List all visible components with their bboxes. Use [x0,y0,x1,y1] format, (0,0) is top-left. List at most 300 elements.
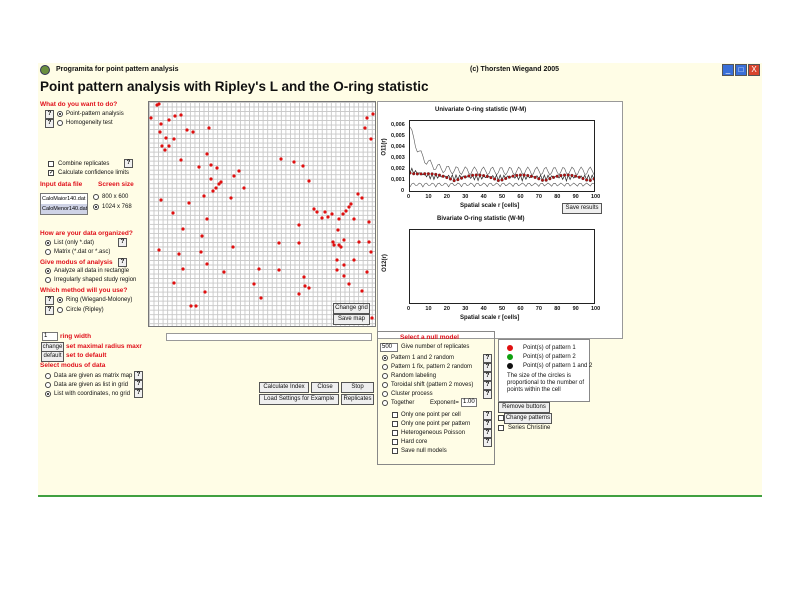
map-point [197,165,200,168]
curve-point [410,172,411,175]
help-button-4[interactable]: ? [118,238,127,247]
change-grid-button[interactable]: Change grid [333,303,370,314]
xtick: 10 [425,194,432,200]
map-point [339,245,342,248]
app-window [38,63,762,497]
curve-point [497,179,500,182]
label-homogeneity: Homogeneity test [66,120,113,126]
curve-point [504,177,507,180]
label-matrix-map: Data are given as matrix map [54,373,133,379]
xtick: 60 [517,194,524,200]
progress-bar [166,333,372,341]
radio-null-2[interactable] [382,364,388,370]
map-point [335,258,338,261]
question-modus-data: Select modus of data [40,362,106,369]
screen-size-label: Screen size [98,181,134,188]
map-point [207,126,210,129]
ytick: 0,001 [391,177,405,183]
curve-point [534,176,537,179]
map-point [371,112,374,115]
map-point [211,189,214,192]
curve-point [453,179,456,182]
map-point [173,114,176,117]
help-button-2[interactable]: ? [45,119,54,128]
close-button[interactable]: Close [311,382,339,393]
curve-point [471,174,474,177]
help-button-9[interactable]: ? [134,380,143,389]
question-data-organized: How are your data organized? [40,230,133,237]
curve-point [490,176,493,179]
map-point [179,158,182,161]
label-irregular: Irregularly shaped study region [54,277,137,283]
replicates-label: Give number of replicates [401,344,470,350]
map-point [167,144,170,147]
curve-point [464,176,467,179]
map-point [365,270,368,273]
map-point [185,128,188,131]
xtick: 30 [462,306,469,312]
help-null-3[interactable]: ? [483,372,492,381]
label-800x600: 800 x 600 [102,194,129,200]
ytick: 0,002 [391,166,405,172]
curve-point [475,174,478,177]
ytick: 0,006 [391,122,405,128]
label-one-point-cell: Only one point per cell [401,412,461,418]
curve-point [519,174,522,177]
curve-point [449,178,452,181]
label-heterogeneous: Heterogeneous Poisson [401,430,466,436]
map-point [164,136,167,139]
exponent-input[interactable]: 1.00 [461,398,477,407]
label-list-grid: Data are given as list in grid [54,382,129,388]
help-check-2[interactable]: ? [483,420,492,429]
radio-1024x768[interactable] [93,204,99,210]
map-point [352,217,355,220]
help-check-1[interactable]: ? [483,411,492,420]
univariate-axes [409,120,595,192]
curve-point [479,174,482,177]
close-icon[interactable]: X [748,64,760,76]
curve-point [434,173,437,176]
xtick: 0 [407,306,411,312]
xtick: 70 [535,194,542,200]
curve-point [537,177,540,180]
map-point [347,205,350,208]
map-point [342,238,345,241]
help-button-6[interactable]: ? [45,296,54,305]
map-point [369,137,372,140]
help-button-5[interactable]: ? [118,258,127,267]
xtick: 100 [591,306,601,312]
page-title: Point pattern analysis with Ripley's L and the O-ring statistic [40,79,429,94]
label-null-5: Cluster process [391,391,433,397]
xtick: 70 [535,306,542,312]
checkbox-hard-core[interactable] [392,439,398,445]
map-point [363,126,366,129]
map-point [337,217,340,220]
curve-point [482,174,485,177]
map-point [332,243,335,246]
map-point [342,274,345,277]
curve-point [445,176,448,179]
map-point [194,304,197,307]
xtick: 20 [443,194,450,200]
radio-null-6[interactable] [382,400,388,406]
curve [410,127,594,175]
checkbox-combine[interactable] [48,161,54,167]
stop-button[interactable]: Stop [341,382,374,393]
map-point [252,282,255,285]
save-map-button[interactable]: Save map [333,314,370,325]
curve-point [420,172,423,175]
label-ring: Ring (Wiegand-Moloney) [66,297,133,303]
map-point [369,250,372,253]
checkbox-one-point-pattern[interactable] [392,421,398,427]
univariate-xlabel: Spatial scale r [cells] [460,203,520,209]
univariate-ylabel: O11(r) [381,138,388,156]
curve-point [589,179,592,182]
curve-point [545,179,548,182]
curve-point [563,174,566,177]
legend-dot-pattern2 [507,354,513,360]
label-null-3: Random labeling [391,373,437,379]
checkbox-series[interactable] [498,425,504,431]
curve-point [574,175,577,178]
curve-point [578,176,581,179]
map-point [365,116,368,119]
map-point [205,217,208,220]
map-point [215,166,218,169]
map-point [331,240,334,243]
legend-both: Point(s) of pattern 1 and 2 [523,363,593,369]
help-button-7[interactable]: ? [45,306,54,315]
map-point [219,180,222,183]
map-point [187,201,190,204]
load-settings-button[interactable]: Load Settings for Example [259,394,339,405]
label-hard-core: Hard core [401,439,428,445]
map-point [179,113,182,116]
map-point [172,137,175,140]
checkbox-save-null[interactable] [392,448,398,454]
map-point [303,284,306,287]
map-point [160,144,163,147]
null-model-title: Select a null model [400,334,459,341]
map-point [149,116,152,119]
checkbox-one-point-cell[interactable] [392,412,398,418]
map-point [360,289,363,292]
map-point [356,192,359,195]
radio-list[interactable] [45,240,51,246]
checkbox-change-patterns[interactable] [498,415,504,421]
curve-point [593,178,594,181]
radio-list-grid[interactable] [45,382,51,388]
map-point [171,211,174,214]
map-point [277,268,280,271]
map-point [189,304,192,307]
map-point [158,130,161,133]
map-point [167,118,170,121]
bivariate-ylabel: O12(r) [381,254,388,272]
map-point [320,216,323,219]
map-point [277,241,280,244]
save-results-button[interactable]: Save results [562,203,602,214]
radio-null-1[interactable] [382,355,388,361]
radio-irregular[interactable] [45,277,51,283]
label-combine: Combine replicates [58,161,110,167]
map-point [370,316,373,319]
help-button-10[interactable]: ? [134,389,143,398]
map-point [232,174,235,177]
map-point [326,215,329,218]
univariate-title: Univariate O-ring statistic (W-M) [435,107,527,113]
map-point [330,212,333,215]
label-null-2: Pattern 1 fix, pattern 2 random [391,364,473,370]
map-point [349,202,352,205]
map-point [336,228,339,231]
map-point [307,286,310,289]
plot-panel [377,101,623,339]
curve-point [493,178,496,181]
xtick: 40 [480,194,487,200]
help-null-2[interactable]: ? [483,363,492,372]
map-point [157,102,160,105]
curve-point [567,174,570,177]
curve-point [431,173,434,176]
label-save-null: Save null models [401,448,447,454]
ytick: 0,003 [391,155,405,161]
legend-dot-both [507,363,513,369]
xtick: 90 [572,306,579,312]
map-point [335,268,338,271]
radio-rectangle[interactable] [45,268,51,274]
legend-dot-pattern1 [507,345,513,351]
map-point [315,210,318,213]
calculate-index-button[interactable]: Calculate Index [259,382,309,393]
change-patterns-button[interactable]: Change patterns [504,413,552,424]
curve-point [501,179,504,182]
curve-point [548,177,551,180]
radio-point-pattern[interactable] [57,111,63,117]
bivariate-xlabel: Spatial scale r [cells] [460,315,520,321]
help-null-4[interactable]: ? [483,381,492,390]
xtick: 90 [572,194,579,200]
curve-point [412,172,415,175]
xtick: 0 [407,194,411,200]
curve-point [427,172,430,175]
curve-point [460,177,463,180]
curve-point [582,177,585,180]
radio-null-3[interactable] [382,373,388,379]
ytick: 0 [401,188,405,194]
curve-point [512,175,515,178]
radio-matrix-map[interactable] [45,373,51,379]
point-map-svg [149,102,377,328]
input-data-file-label: Input data file [40,181,83,188]
map-point [312,207,315,210]
xtick: 60 [517,306,524,312]
map-point [357,240,360,243]
help-button-3[interactable]: ? [124,159,133,168]
map-point [323,210,326,213]
minimize-icon[interactable]: _ [722,64,734,76]
map-point [172,281,175,284]
map-point [205,152,208,155]
map-point [297,292,300,295]
map-point [203,290,206,293]
replicates-input[interactable]: 500 [380,343,398,352]
map-point [367,240,370,243]
label-one-point-pattern: Only one point per pattern [401,421,471,427]
label-rectangle: Analyze all data in rectangle [54,268,130,274]
label-null-1: Pattern 1 and 2 random [391,355,455,361]
xtick: 80 [554,194,561,200]
help-null-1[interactable]: ? [483,354,492,363]
bivariate-axes [409,229,595,304]
curve-point [515,174,518,177]
radio-null-5[interactable] [382,391,388,397]
file-list[interactable] [40,193,88,215]
label-1024x768: 1024 x 768 [102,204,132,210]
point-map-grid[interactable] [148,101,376,327]
map-point [205,262,208,265]
legend-pattern2: Point(s) of pattern 2 [523,354,576,360]
label-list-coordinates: List with coordinates, no grid [54,391,131,397]
curve-point [556,175,559,178]
legend-panel [498,339,593,402]
map-point [344,209,347,212]
label-confidence: Calculate confidence limits [58,170,130,176]
map-point [292,160,295,163]
curve-point [559,174,562,177]
copyright-text: (c) Thorsten Wiegand 2005 [470,66,560,73]
curve-point [486,175,489,178]
help-check-3[interactable]: ? [483,429,492,438]
file-item[interactable]: CaloMaior140.dat [42,196,86,202]
checkbox-heterogeneous[interactable] [392,430,398,436]
map-point [279,157,282,160]
xtick: 100 [591,194,601,200]
xtick: 20 [443,306,450,312]
map-point [191,130,194,133]
null-model-panel [377,331,495,465]
map-point [302,275,305,278]
curve-point [523,174,526,177]
map-point [259,296,262,299]
default-label: set to default [66,352,107,359]
radio-ring[interactable] [57,297,63,303]
default-button[interactable]: default [41,351,64,362]
curve-point [456,178,459,181]
curve-point [530,175,533,178]
ytick: 0,005 [391,133,405,139]
ring-width-label: ring width [60,333,92,340]
label-list: List (only *.dat) [54,240,95,246]
map-point [159,198,162,201]
file-item-selected[interactable]: CaloMenor140.dat [42,206,87,212]
legend-pattern1: Point(s) of pattern 1 [523,345,576,351]
label-circle: Circle (Ripley) [66,307,104,313]
map-point [163,148,166,151]
map-point [199,250,202,253]
label-matrix: Matrix (*.dat or *.asc) [54,249,111,255]
map-point [214,186,217,189]
map-point [342,263,345,266]
radio-null-4[interactable] [382,382,388,388]
help-check-4[interactable]: ? [483,438,492,447]
question-what-to-do: What do you want to do? [40,101,118,108]
map-point [307,179,310,182]
xtick: 50 [499,194,506,200]
curve-point [526,174,529,177]
radio-homogeneity[interactable] [57,120,63,126]
map-point [341,212,344,215]
map-point [157,248,160,251]
label-series: Series Christine [508,425,551,431]
map-point [200,234,203,237]
map-point [202,194,205,197]
map-point [181,227,184,230]
xtick: 40 [480,306,487,312]
question-modus-analysis: Give modus of analysis [40,259,113,266]
map-point [347,282,350,285]
map-point [352,258,355,261]
curve [410,183,594,187]
map-point [209,163,212,166]
curve-point [442,175,445,178]
xtick: 50 [499,306,506,312]
label-null-4: Toroidal shift (pattern 2 moves) [391,382,474,388]
help-button-8[interactable]: ? [134,371,143,380]
label-null-6: Together [391,400,415,406]
map-point [257,267,260,270]
maximize-icon[interactable]: □ [735,64,747,76]
radio-list-coordinates[interactable] [45,391,51,397]
title-bar [38,63,762,77]
question-method: Which method will you use? [40,287,128,294]
curve-point [541,179,544,182]
curve-point [585,179,588,182]
app-icon [40,65,50,75]
legend-note: The size of the circles is proportional to the number of points within the cell [507,373,585,393]
help-button-1[interactable]: ? [45,110,54,119]
radio-matrix[interactable] [45,249,51,255]
ring-width-input[interactable]: 1 [42,332,58,341]
curve-point [416,173,419,176]
map-point [237,169,240,172]
curve-point [438,174,441,177]
univariate-plot [410,121,594,191]
map-point [177,252,180,255]
help-null-5[interactable]: ? [483,390,492,399]
replicates-button[interactable]: Replicates [341,394,374,405]
map-point [242,186,245,189]
map-point [229,196,232,199]
remove-buttons-button[interactable]: Remove buttons [498,402,550,413]
checkbox-confidence[interactable]: ✓ [49,170,55,176]
radio-circle[interactable] [57,307,63,313]
change-label: set maximal radius maxr [66,343,142,350]
curve-point [467,175,470,178]
map-point [209,177,212,180]
window-title: Programita for point pattern analysis [56,66,179,73]
map-point [297,223,300,226]
map-point [360,196,363,199]
change-button[interactable]: change [41,342,64,353]
xtick: 30 [462,194,469,200]
radio-800x600[interactable] [93,194,99,200]
ytick: 0,004 [391,144,405,150]
map-point [297,241,300,244]
